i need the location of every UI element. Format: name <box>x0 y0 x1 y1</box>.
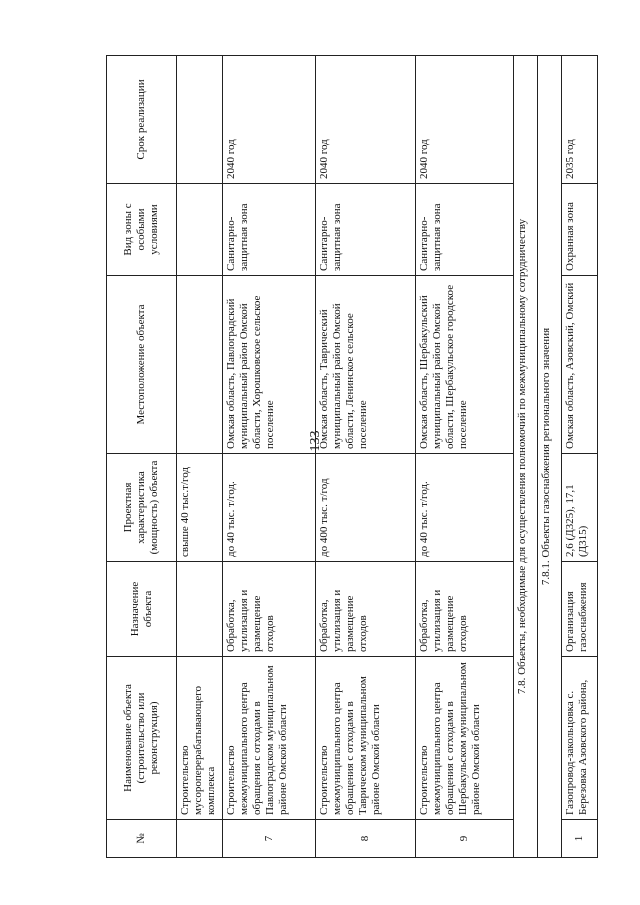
row-purpose: Организация газоснабжения <box>562 562 598 657</box>
header-num: № <box>107 820 177 858</box>
row-term: 2035 год <box>562 56 598 184</box>
page-number: 133 <box>308 430 323 452</box>
row-location: Омская область, Азовский, Омский <box>562 276 598 454</box>
row-name: Строительство межмуниципального центра обращения с отходами в Шербакульском муниципальном районе Омской области <box>416 657 514 820</box>
row-num: 9 <box>416 820 514 858</box>
row-purpose: Обработка, утилизация и размещение отходов <box>316 562 416 657</box>
header-zone: Вид зоны с особыми условиями <box>107 184 177 276</box>
table-row <box>177 56 223 858</box>
header-name: Наименование объекта (строительство или реконструкция) <box>107 657 177 820</box>
table-row <box>223 56 316 858</box>
section-row <box>514 56 538 858</box>
row-location: Омская область, Павлоградский муниципальный район Омской области, Хорошковское сельское поселение <box>223 276 316 454</box>
row-location <box>177 276 223 454</box>
row-location: Омская область, Шербакульский муниципальный район Омской области, Шербакульское городское поселение <box>416 276 514 454</box>
row-name: Строительство мусороперерабатывающего комплекса <box>177 657 223 820</box>
objects-table <box>106 55 598 858</box>
row-capacity: до 40 тыс. т/год. <box>223 454 316 562</box>
row-capacity: до 400 тыс. т/год <box>316 454 416 562</box>
row-purpose <box>177 562 223 657</box>
row-purpose: Обработка, утилизация и размещение отходов <box>416 562 514 657</box>
table-header-row <box>107 56 177 858</box>
row-term: 2040 год <box>416 56 514 184</box>
row-zone: Санитарно-защитная зона <box>316 184 416 276</box>
row-name: Строительство межмуниципального центра обращения с отходами в Таврическом муниципальном районе Омской области <box>316 657 416 820</box>
row-term: 2040 год <box>223 56 316 184</box>
row-num <box>177 820 223 858</box>
row-zone: Санитарно-защитная зона <box>416 184 514 276</box>
table-row <box>316 56 416 858</box>
rotated-table-wrapper <box>106 56 620 858</box>
row-name: Газопровод-закольцовка с. Березовка Азовского района, <box>562 657 598 820</box>
row-capacity: 2,6 (Д325), 17,1 (Д315) <box>562 454 598 562</box>
row-num: 1 <box>562 820 598 858</box>
row-term <box>177 56 223 184</box>
row-term: 2040 год <box>316 56 416 184</box>
row-location: Омская область, Таврический муниципальный район Омской области, Ленинское сельское поселение <box>316 276 416 454</box>
row-num: 7 <box>223 820 316 858</box>
row-num: 8 <box>316 820 416 858</box>
row-zone: Охранная зона <box>562 184 598 276</box>
header-term: Срок реализации <box>107 56 177 184</box>
header-purpose: Назначение объекта <box>107 562 177 657</box>
row-name: Строительство межмуниципального центра обращения с отходами в Павлоградском муниципальном районе Омской области <box>223 657 316 820</box>
header-capacity: Проектная характеристика (мощность) объекта <box>107 454 177 562</box>
row-zone: Санитарно-защитная зона <box>223 184 316 276</box>
row-purpose: Обработка, утилизация и размещение отходов <box>223 562 316 657</box>
row-zone <box>177 184 223 276</box>
section-7-8-1: 7.8.1. Объекты газоснабжения регионального значения <box>538 56 562 858</box>
header-location: Местоположение объекта <box>107 276 177 454</box>
table-row <box>416 56 514 858</box>
section-7-8: 7.8. Объекты, необходимые для осуществления полномочий по межмуниципальному сотрудничеству <box>514 56 538 858</box>
section-row <box>538 56 562 858</box>
row-capacity: до 40 тыс. т/год. <box>416 454 514 562</box>
table-row <box>562 56 598 858</box>
row-capacity: свыше 40 тыс.т/год <box>177 454 223 562</box>
